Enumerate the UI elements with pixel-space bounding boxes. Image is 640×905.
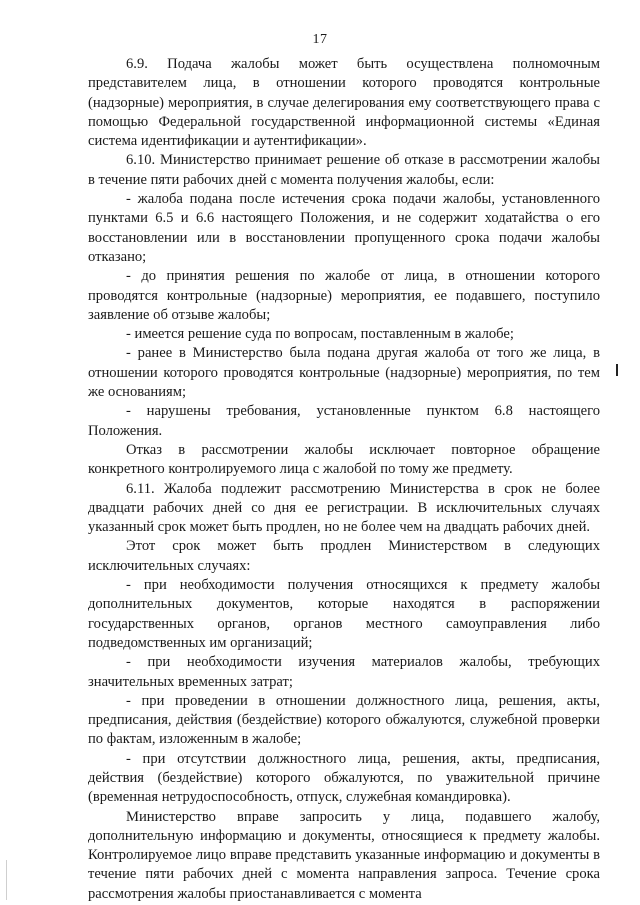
list-item: - при отсутствии должностного лица, решения, акты, предписания, действия (бездействие) которого обжалуются, по уважительной причине (временная нетрудоспособность, отпуск, служебная командировка). <box>88 750 600 806</box>
list-item: - до принятия решения по жалобе от лица, в отношении которого проводятся контрольные (надзорные) мероприятия, ее подавшего, поступило заявление об отзыве жалобы; <box>88 268 600 323</box>
paragraph-request: Министерство вправе запросить у лица, подавшего жалобу, дополнительную информацию и документы, относящиеся к предмету жалобы. Контролируемое лицо вправе представить указанные информацию и документы в течение пяти рабочих дней с момента направления запроса. Течение срока рассмотрения жалобы приостанавливается с момента <box>88 808 600 902</box>
list-item: - жалоба подана после истечения срока подачи жалобы, установленного пунктами 6.5 и 6.6 настоящего Положения, и не содержит ходатайства о его восстановлении или в восстановлении пропущенного срока подачи жалобы отказано; <box>88 191 600 265</box>
paragraph-refusal: Отказ в рассмотрении жалобы исключает повторное обращение конкретного контролируемого лица с жалобой по тому же предмету. <box>88 441 600 478</box>
paragraph-6-9: 6.9. Подача жалобы может быть осуществлена полномочным представителем лица, в отношении которого проводятся контрольные (надзорные) мероприятия, в случае делегирования ему соответствующего права с помощью Федеральной государственной информационной системы «Единая система идентификации и аутентификации». <box>88 56 600 150</box>
scan-edge-artifact <box>6 860 7 900</box>
document-body <box>88 55 600 904</box>
page-number: 17 <box>312 32 328 47</box>
list-item: - нарушены требования, установленные пунктом 6.8 настоящего Положения. <box>88 403 600 439</box>
list-item: - при необходимости получения относящихся к предмету жалобы дополнительных документов, которые находятся в распоряжении государственных органов, органов местного самоуправления либо подведомственных им организаций; <box>88 577 600 651</box>
paragraph-6-11: 6.11. Жалоба подлежит рассмотрению Министерства в срок не более двадцати рабочих дней со дня ее регистрации. В исключительных случаях указанный срок может быть продлен, но не более чем на двадцать рабочих дней. <box>88 480 600 536</box>
paragraph-extension: Этот срок может быть продлен Министерством в следующих исключительных случаях: <box>88 538 600 574</box>
scan-artifact <box>616 364 618 376</box>
list-item: - ранее в Министерство была подана другая жалоба от того же лица, в отношении которого проводятся контрольные (надзорные) мероприятия, по тем же основаниям; <box>88 345 600 401</box>
list-item: - имеется решение суда по вопросам, поставленным в жалобе; <box>126 326 514 343</box>
list-item: - при проведении в отношении должностного лица, решения, акты, предписания, действия (бездействие) которого обжалуются, служебной проверки по фактам, изложенным в жалобе; <box>88 692 600 748</box>
list-item: - при необходимости изучения материалов жалобы, требующих значительных временных затрат; <box>88 654 600 690</box>
paragraph-6-10: 6.10. Министерство принимает решение об отказе в рассмотрении жалобы в течение пяти рабочих дней с момента получения жалобы, если: <box>88 152 600 188</box>
